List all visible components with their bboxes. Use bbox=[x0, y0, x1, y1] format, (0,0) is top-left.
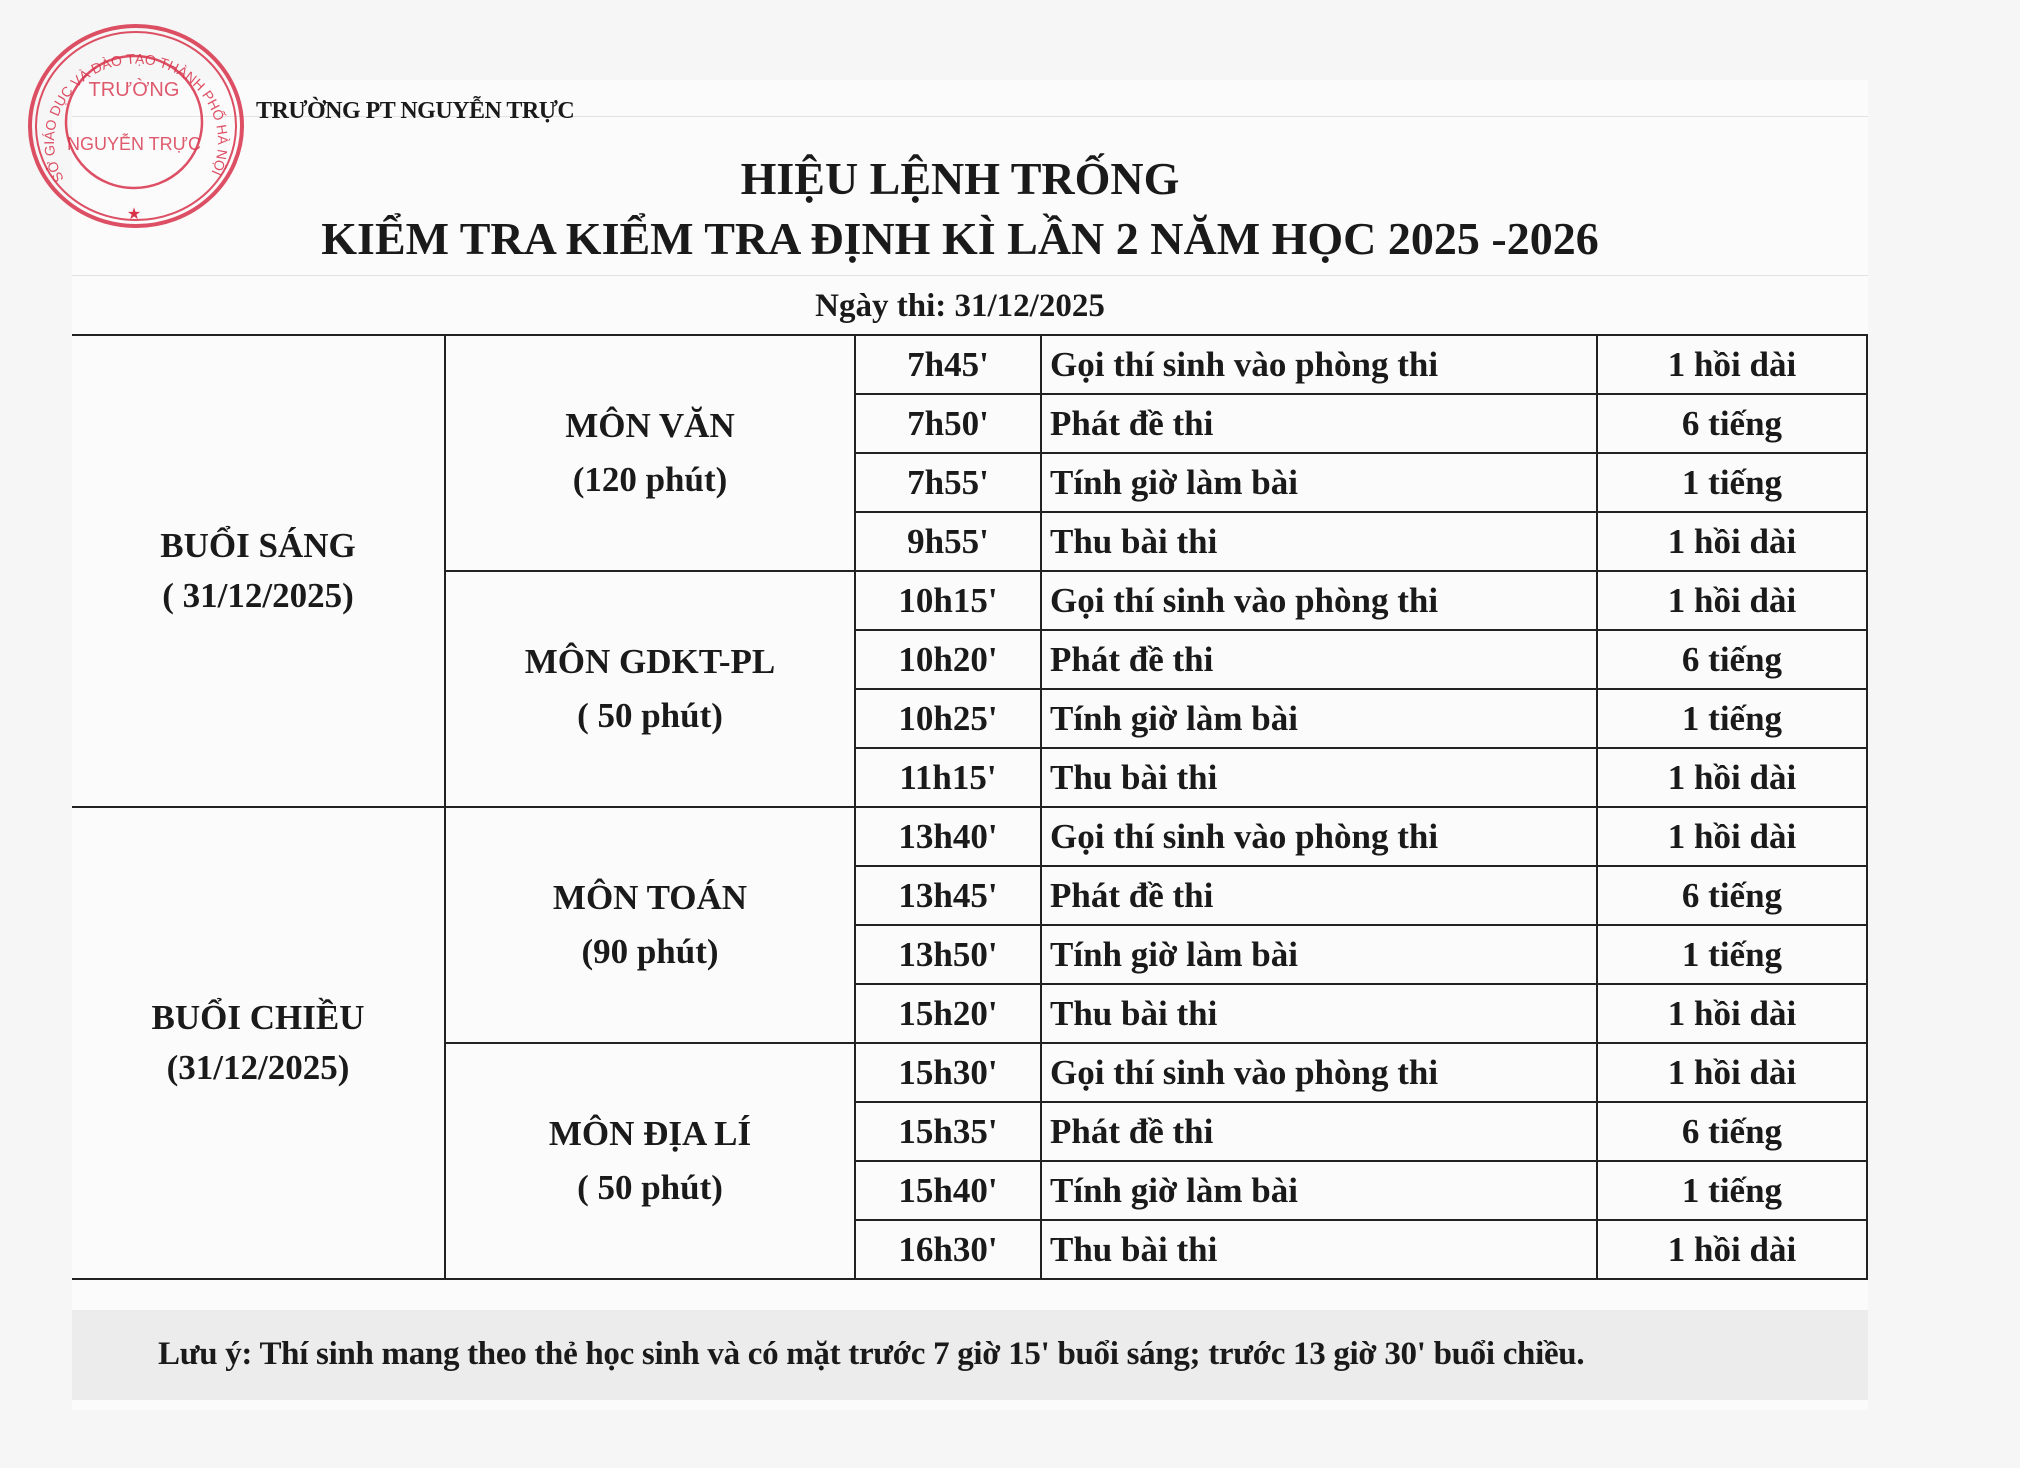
signal-cell: 1 hồi dài bbox=[1597, 1043, 1867, 1102]
subject-name: MÔN ĐỊA LÍ bbox=[548, 1114, 752, 1153]
signal-cell: 6 tiếng bbox=[1597, 866, 1867, 925]
session-name: BUỔI SÁNG bbox=[160, 526, 356, 565]
session-cell bbox=[72, 335, 445, 807]
signal-cell: 6 tiếng bbox=[1597, 630, 1867, 689]
time-cell: 15h30' bbox=[855, 1043, 1041, 1102]
table-row bbox=[72, 807, 1867, 866]
subject-name: MÔN GDKT-PL bbox=[524, 642, 776, 681]
note-text: Lưu ý: Thí sinh mang theo thẻ học sinh và có mặt trước 7 giờ 15' buổi sáng; trước 13 giờ 30' buổi chiều. bbox=[158, 1336, 1585, 1372]
action-cell: Phát đề thi bbox=[1041, 630, 1597, 689]
signal-cell: 1 tiếng bbox=[1597, 453, 1867, 512]
action-cell: Thu bài thi bbox=[1041, 512, 1597, 571]
note-box bbox=[72, 1310, 1868, 1400]
subject-cell bbox=[445, 571, 855, 807]
action-cell: Thu bài thi bbox=[1041, 1220, 1597, 1279]
table-row bbox=[72, 335, 1867, 394]
session-cell bbox=[72, 807, 445, 1279]
action-cell: Phát đề thi bbox=[1041, 866, 1597, 925]
time-cell: 13h40' bbox=[855, 807, 1041, 866]
subject-name: MÔN VĂN bbox=[565, 406, 735, 445]
stamp-outer-text: SỞ GIÁO DỤC VÀ ĐÀO TẠO THÀNH PHỐ HÀ NỘI bbox=[40, 50, 232, 186]
subject-duration: ( 50 phút) bbox=[577, 696, 723, 735]
time-cell: 9h55' bbox=[855, 512, 1041, 571]
subject-duration: (90 phút) bbox=[581, 932, 719, 971]
time-cell: 10h20' bbox=[855, 630, 1041, 689]
action-cell: Thu bài thi bbox=[1041, 984, 1597, 1043]
action-cell: Tính giờ làm bài bbox=[1041, 925, 1597, 984]
signal-cell: 1 hồi dài bbox=[1597, 807, 1867, 866]
signal-cell: 1 hồi dài bbox=[1597, 571, 1867, 630]
subject-duration: ( 50 phút) bbox=[577, 1168, 723, 1207]
session-date: ( 31/12/2025) bbox=[162, 576, 354, 615]
time-cell: 15h20' bbox=[855, 984, 1041, 1043]
svg-text:NGUYỄN TRỰC: NGUYỄN TRỰC bbox=[66, 134, 202, 154]
signal-cell: 1 hồi dài bbox=[1597, 748, 1867, 807]
action-cell: Thu bài thi bbox=[1041, 748, 1597, 807]
drum-schedule-table bbox=[72, 334, 1868, 1280]
action-cell: Gọi thí sinh vào phòng thi bbox=[1041, 807, 1597, 866]
action-cell: Gọi thí sinh vào phòng thi bbox=[1041, 571, 1597, 630]
subject-cell bbox=[445, 335, 855, 571]
time-cell: 7h50' bbox=[855, 394, 1041, 453]
signal-cell: 1 hồi dài bbox=[1597, 512, 1867, 571]
signal-cell: 6 tiếng bbox=[1597, 394, 1867, 453]
svg-text:★: ★ bbox=[126, 206, 142, 223]
signal-cell: 1 hồi dài bbox=[1597, 335, 1867, 394]
page-title: HIỆU LỆNH TRỐNG bbox=[740, 153, 1180, 204]
time-cell: 13h50' bbox=[855, 925, 1041, 984]
time-cell: 7h55' bbox=[855, 453, 1041, 512]
page-subtitle: KIỂM TRA KIỂM TRA ĐỊNH KÌ LẦN 2 NĂM HỌC 2025 -2026 bbox=[321, 213, 1599, 264]
subject-cell bbox=[445, 1043, 855, 1279]
action-cell: Tính giờ làm bài bbox=[1041, 689, 1597, 748]
time-cell: 11h15' bbox=[855, 748, 1041, 807]
signal-cell: 1 hồi dài bbox=[1597, 1220, 1867, 1279]
action-cell: Phát đề thi bbox=[1041, 394, 1597, 453]
school-name: TRƯỜNG PT NGUYỄN TRỰC bbox=[256, 98, 575, 124]
session-name: BUỔI CHIỀU bbox=[151, 998, 365, 1037]
action-cell: Tính giờ làm bài bbox=[1041, 453, 1597, 512]
signal-cell: 6 tiếng bbox=[1597, 1102, 1867, 1161]
subject-name: MÔN TOÁN bbox=[552, 878, 748, 917]
school-stamp bbox=[24, 14, 254, 244]
action-cell: Tính giờ làm bài bbox=[1041, 1161, 1597, 1220]
time-cell: 10h25' bbox=[855, 689, 1041, 748]
svg-text:TRƯỜNG: TRƯỜNG bbox=[88, 79, 180, 101]
session-date: (31/12/2025) bbox=[166, 1048, 350, 1087]
subject-cell bbox=[445, 807, 855, 1043]
time-cell: 16h30' bbox=[855, 1220, 1041, 1279]
exam-date: Ngày thi: 31/12/2025 bbox=[815, 288, 1105, 324]
signal-cell: 1 tiếng bbox=[1597, 689, 1867, 748]
action-cell: Phát đề thi bbox=[1041, 1102, 1597, 1161]
action-cell: Gọi thí sinh vào phòng thi bbox=[1041, 335, 1597, 394]
time-cell: 15h35' bbox=[855, 1102, 1041, 1161]
time-cell: 10h15' bbox=[855, 571, 1041, 630]
signal-cell: 1 tiếng bbox=[1597, 925, 1867, 984]
signal-cell: 1 tiếng bbox=[1597, 1161, 1867, 1220]
action-cell: Gọi thí sinh vào phòng thi bbox=[1041, 1043, 1597, 1102]
signal-cell: 1 hồi dài bbox=[1597, 984, 1867, 1043]
time-cell: 15h40' bbox=[855, 1161, 1041, 1220]
divider bbox=[72, 275, 1868, 276]
time-cell: 7h45' bbox=[855, 335, 1041, 394]
time-cell: 13h45' bbox=[855, 866, 1041, 925]
subject-duration: (120 phút) bbox=[572, 460, 728, 499]
